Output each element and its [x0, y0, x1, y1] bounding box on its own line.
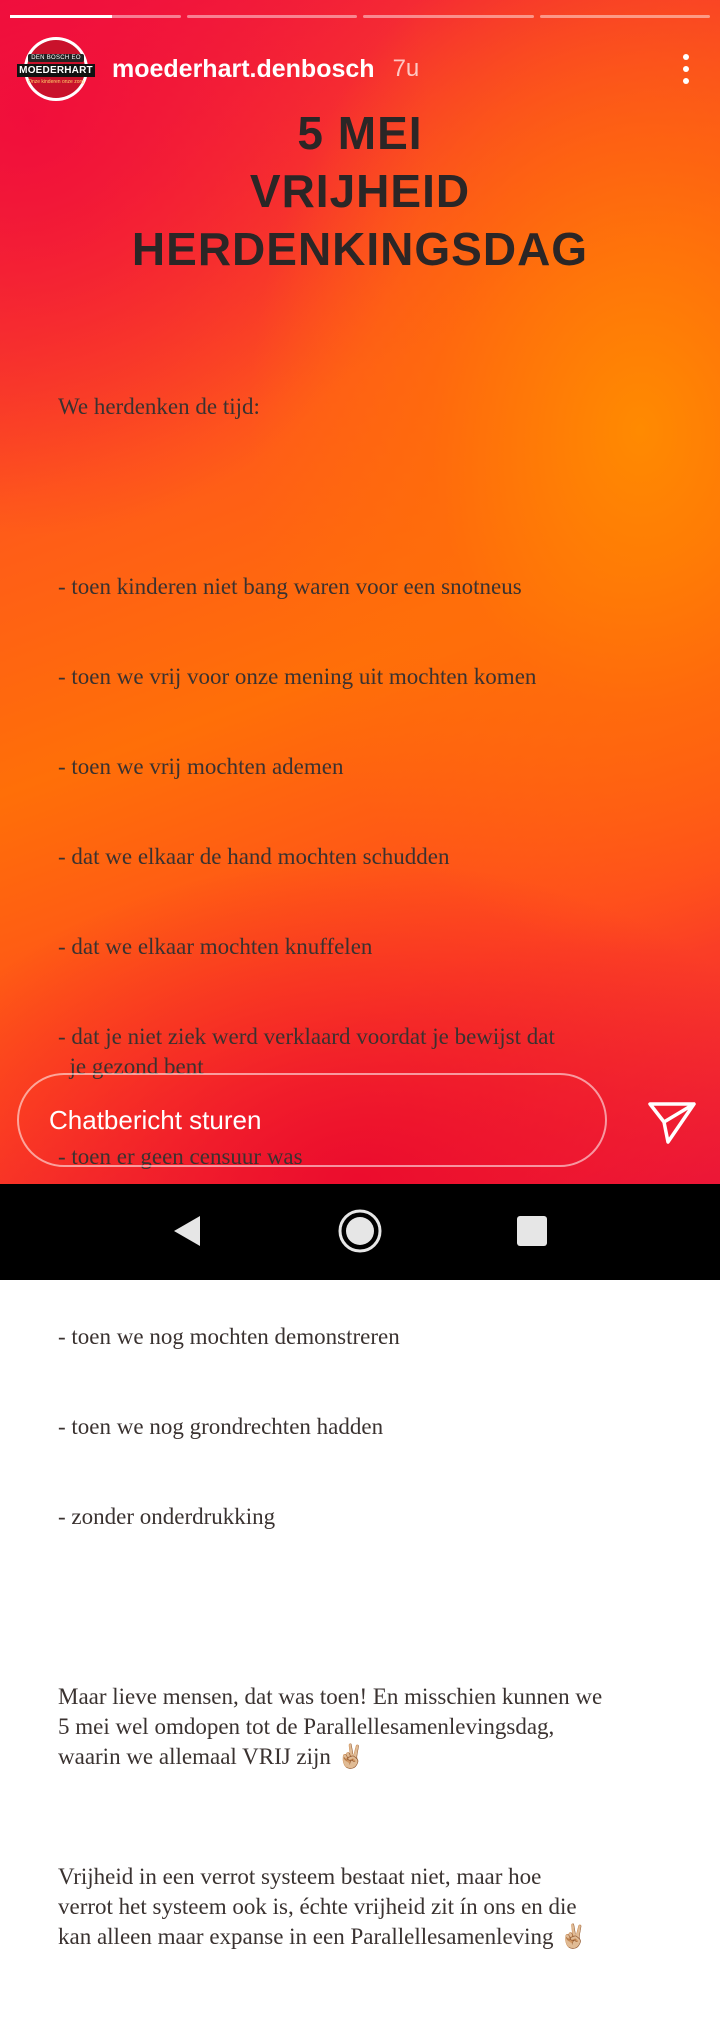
progress-segment — [10, 15, 181, 18]
paragraph-freedom: Vrijheid in een verrot systeem bestaat niet, maar hoe verrot het systeem ook is, échte vrijheid zit ín ons en die kan alleen maar expanse in een Parallellesamenleving ✌🏼 — [58, 1864, 588, 1949]
avatar-logo — [19, 40, 93, 98]
post-title — [0, 104, 720, 278]
recent-apps-icon[interactable] — [517, 1216, 547, 1246]
intro-text: We herdenken de tijd: — [58, 394, 260, 419]
avatar-logo-top: DEN BOSCH EO — [28, 54, 84, 62]
story-header — [19, 36, 696, 102]
menu-dot — [683, 78, 689, 84]
paragraph-then: Maar lieve mensen, dat was toen! En misschien kunnen we 5 mei wel omdopen tot de Parallellesamenlevingsdag, waarin we allemaal VRIJ zijn ✌🏼 — [58, 1684, 603, 1769]
list-item: - dat we elkaar de hand mochten schudden — [58, 844, 450, 869]
post-time: 7u — [392, 55, 420, 82]
menu-dot — [683, 54, 689, 60]
remembrance-list — [58, 512, 708, 1592]
list-item: - zonder onderdrukking — [58, 1504, 276, 1529]
list-item: - toen kinderen niet bang waren voor een snotneus — [58, 574, 522, 599]
list-item: - toen we nog mochten demonstreren — [58, 1324, 400, 1349]
home-icon[interactable] — [337, 1208, 383, 1254]
avatar-logo-name: MOEDERHART — [19, 64, 93, 76]
username[interactable]: moederhart.denbosch — [112, 54, 375, 83]
avatar-logo-tagline: Onze kinderen onze zorg — [28, 78, 84, 85]
more-options-icon[interactable] — [676, 49, 696, 89]
list-item: - toen we vrij mochten ademen — [58, 754, 344, 779]
title-line: VRIJHEID — [249, 165, 471, 217]
list-item: - toen we vrij voor onze mening uit mochten komen — [58, 664, 537, 689]
list-item: - toen er geen censuur was — [58, 1144, 303, 1169]
list-item: - dat je niet ziek werd verklaard voordat je bewijst dat je gezond bent — [58, 1024, 555, 1079]
avatar[interactable] — [19, 37, 93, 101]
reply-input[interactable] — [17, 1073, 607, 1167]
back-icon[interactable] — [172, 1214, 202, 1248]
list-item: - toen we nog grondrechten hadden — [58, 1414, 384, 1439]
list-item: - dat we elkaar mochten knuffelen — [58, 934, 373, 959]
title-line: 5 MEI — [297, 107, 423, 159]
progress-segment — [540, 15, 711, 18]
reply-placeholder: Chatbericht sturen — [49, 1104, 262, 1135]
send-icon[interactable] — [646, 1098, 698, 1146]
progress-fill — [10, 15, 112, 18]
progress-segment — [363, 15, 534, 18]
progress-segment — [187, 15, 358, 18]
story-progress-bar — [10, 15, 710, 18]
menu-dot — [683, 66, 689, 72]
title-line: HERDENKINGSDAG — [131, 223, 589, 275]
